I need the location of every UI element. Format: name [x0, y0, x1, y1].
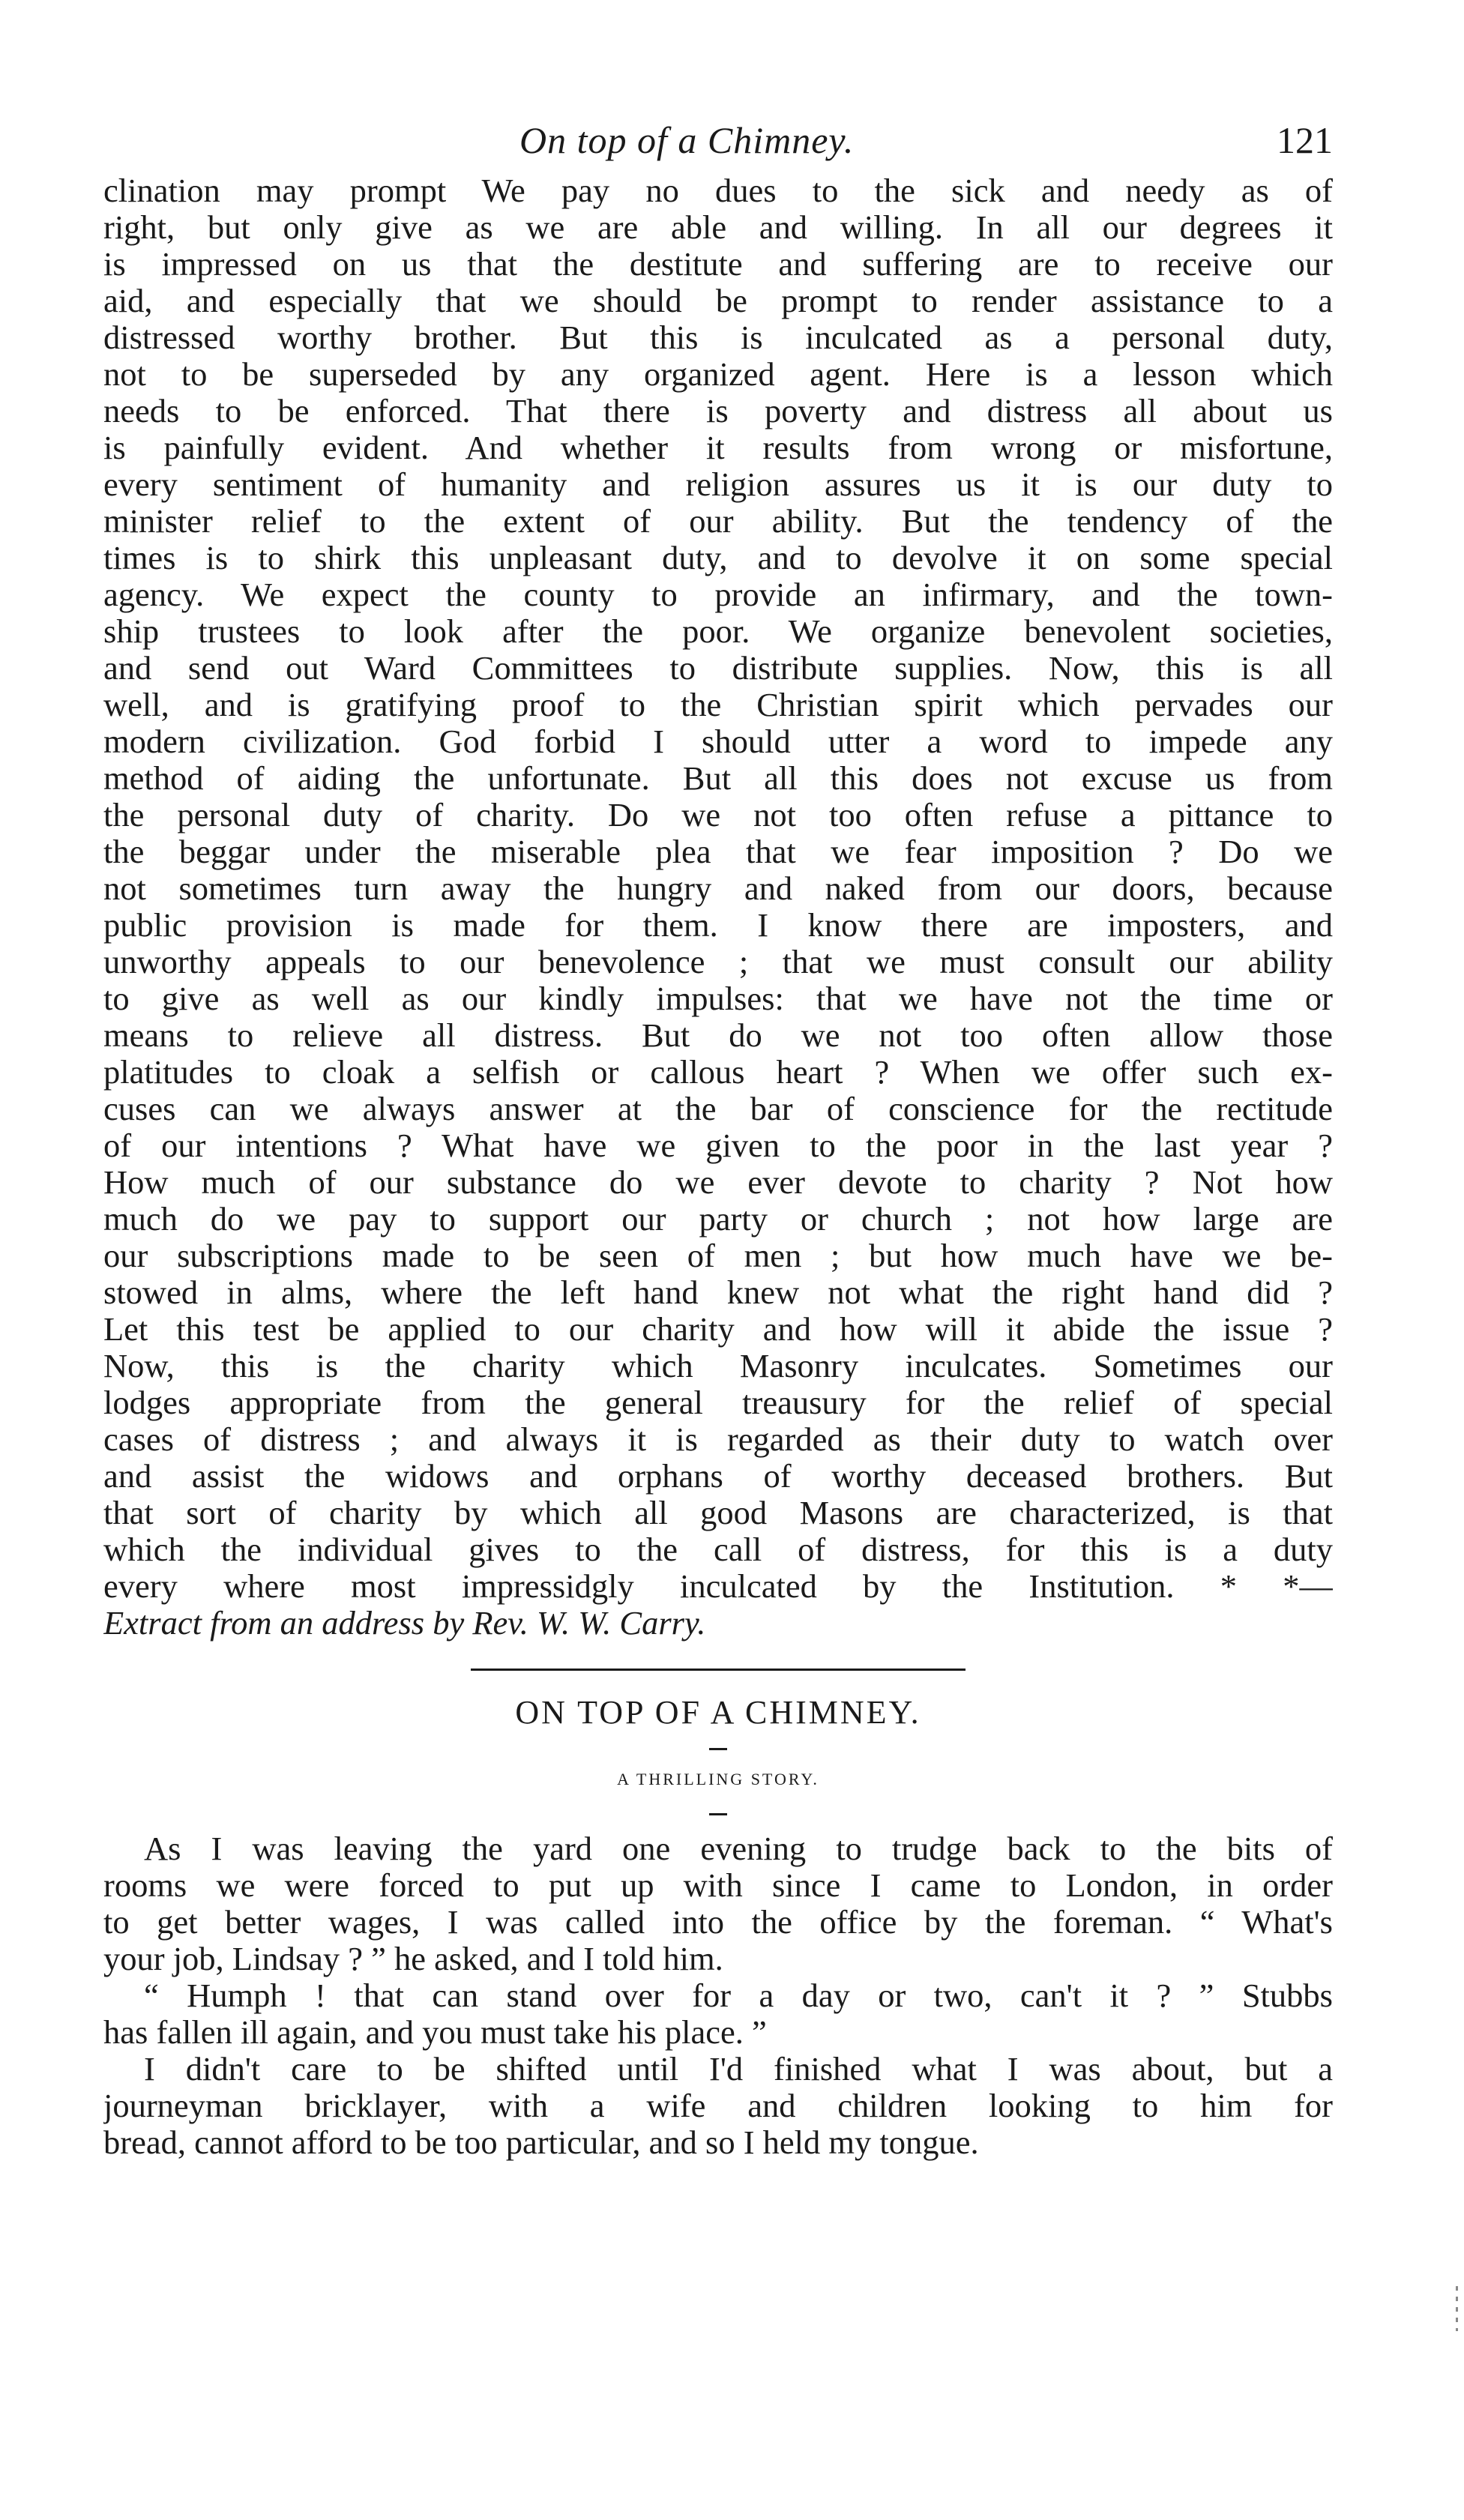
section-rule	[471, 1669, 966, 1671]
text-line: cuses can we always answer at the bar of conscience for the rectitude	[103, 1091, 1333, 1127]
text-line: ship trustees to look after the poor. We organize benevolent societies,	[103, 613, 1333, 650]
text-line: minister relief to the extent of our ability. But the tendency of the	[103, 503, 1333, 540]
text-line: to give as well as our kindly impulses: that we have not the time or	[103, 980, 1333, 1017]
text-line: platitudes to cloak a selfish or callous heart ? When we offer such ex-	[103, 1054, 1333, 1091]
text-line: public provision is made for them. I know there are imposters, and	[103, 907, 1333, 944]
text-line: How much of our substance do we ever devote to charity ? Not how	[103, 1164, 1333, 1201]
text-line: journeyman bricklayer, with a wife and children looking to him for	[103, 2088, 1333, 2124]
text-line: the beggar under the miserable plea that we fear imposition ? Do we	[103, 834, 1333, 870]
text-line: distressed worthy brother. But this is inculcated as a personal duty,	[103, 319, 1333, 356]
text-line: which the individual gives to the call of distress, for this is a duty	[103, 1531, 1333, 1568]
text-line: means to relieve all distress. But do we not too often allow those	[103, 1017, 1333, 1054]
text-line: the personal duty of charity. Do we not too often refuse a pittance to	[103, 797, 1333, 834]
text-line: clination may prompt We pay no dues to the sick and needy as of	[103, 172, 1333, 209]
text-line: our subscriptions made to be seen of men ; but how much have we be-	[103, 1238, 1333, 1274]
text-line: well, and is gratifying proof to the Christian spirit which pervades our	[103, 687, 1333, 723]
text-line: of our intentions ? What have we given to the poor in the last year ?	[103, 1127, 1333, 1164]
text-line: cases of distress ; and always it is regarded as their duty to watch over	[103, 1421, 1333, 1458]
text-line: every where most impressidgly inculcated by the Institution. * *—	[103, 1568, 1333, 1605]
text-line: stowed in alms, where the left hand knew not what the right hand did ?	[103, 1274, 1333, 1311]
text-line: bread, cannot afford to be too particular, and so I held my tongue.	[103, 2124, 979, 2161]
article-title: ON TOP OF A CHIMNEY.	[515, 1694, 921, 1731]
text-line: that sort of charity by which all good Masons are characterized, is that	[103, 1495, 1333, 1531]
text-line: much do we pay to support our party or church ; not how large are	[103, 1201, 1333, 1238]
text-line: As I was leaving the yard one evening to trudge back to the bits of	[144, 1830, 1333, 1867]
text-line: right, but only give as we are able and willing. In all our degrees it	[103, 209, 1333, 246]
story-paragraph	[103, 1977, 1333, 2051]
article-subtitle: A THRILLING STORY.	[617, 1770, 819, 1788]
text-line: not sometimes turn away the hungry and naked from our doors, because	[103, 870, 1333, 907]
story-paragraph	[103, 1830, 1333, 1977]
story-paragraph	[103, 2051, 1333, 2161]
text-line: unworthy appeals to our benevolence ; that we must consult our ability	[103, 944, 1333, 980]
text-line: method of aiding the unfortunate. But all this does not excuse us from	[103, 760, 1333, 797]
text-line: to get better wages, I was called into the office by the foreman. “ What's	[103, 1904, 1333, 1941]
text-line: lodges appropriate from the general treausury for the relief of special	[103, 1384, 1333, 1421]
page-edge-mark	[1456, 2286, 1458, 2331]
extract-text	[103, 172, 1333, 1642]
book-page	[103, 112, 1333, 2161]
text-line: needs to be enforced. That there is poverty and distress all about us	[103, 393, 1333, 429]
text-line: I didn't care to be shifted until I'd finished what I was about, but a	[144, 2051, 1333, 2088]
subtitle-dash	[709, 1813, 727, 1815]
text-line: every sentiment of humanity and religion assures us it is our duty to	[103, 466, 1333, 503]
text-line: modern civilization. God forbid I should utter a word to impede any	[103, 723, 1333, 760]
text-line: and send out Ward Committees to distribute supplies. Now, this is all	[103, 650, 1333, 687]
text-line: “ Humph ! that can stand over for a day or two, can't it ? ” Stubbs	[144, 1977, 1333, 2014]
text-line: and assist the widows and orphans of worthy deceased brothers. But	[103, 1458, 1333, 1495]
running-title: On top of a Chimney.	[519, 119, 855, 161]
page-number: 121	[1277, 119, 1333, 161]
story-text	[103, 1830, 1333, 2161]
text-line: your job, Lindsay ? ” he asked, and I told him.	[103, 1941, 723, 1977]
extract-signature: Extract from an address by Rev. W. W. Carry.	[103, 1605, 706, 1642]
text-line: agency. We expect the county to provide an infirmary, and the town-	[103, 576, 1333, 613]
text-line: Now, this is the charity which Masonry inculcates. Sometimes our	[103, 1348, 1333, 1384]
text-line: rooms we were forced to put up with since I came to London, in order	[103, 1867, 1333, 1904]
running-head	[103, 112, 1333, 172]
text-line: is painfully evident. And whether it results from wrong or misfortune,	[103, 429, 1333, 466]
text-line: has fallen ill again, and you must take his place. ”	[103, 2014, 767, 2051]
text-line: times is to shirk this unpleasant duty, and to devolve it on some special	[103, 540, 1333, 576]
text-line: Let this test be applied to our charity and how will it abide the issue ?	[103, 1311, 1333, 1348]
text-line: is impressed on us that the destitute and suffering are to receive our	[103, 246, 1333, 283]
text-line: aid, and especially that we should be prompt to render assistance to a	[103, 283, 1333, 319]
text-line: not to be superseded by any organized agent. Here is a lesson which	[103, 356, 1333, 393]
title-dash	[709, 1748, 727, 1750]
